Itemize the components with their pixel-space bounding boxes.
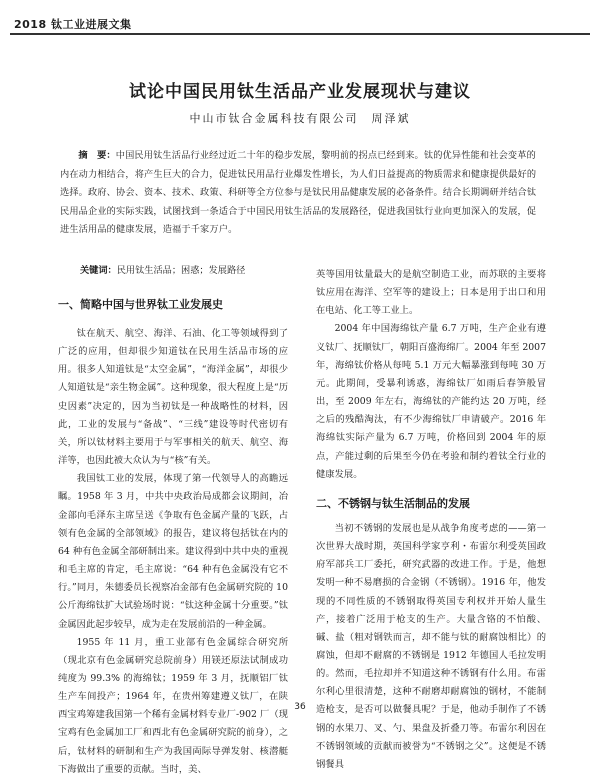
section-1-heading: 一、简略中国与世界钛工业发展史 <box>58 298 223 311</box>
author-line: 中山市钛合金属科技有限公司 周泽斌 <box>189 112 411 125</box>
header-rule <box>10 33 590 35</box>
keywords-label: 关键词： <box>80 265 117 276</box>
running-head: 2018 钛工业进展文集 <box>14 18 132 31</box>
right-paragraph-1-continued: 英等国用钛量最大的是航空制造工业，而苏联的主要将钛应用在海洋、空军等的建设上；日本是用于出口和用在电站、化工等工业上。 <box>316 269 546 317</box>
left-paragraph-1: 钛在航天、航空、海洋、石油、化工等领域得到了广泛的应用，但却很少知道钛在民用生活品市场的应用。很多人知道钛是“太空金属”，“海洋金属”，却很少人知道钛是“亲生物金属”。这种现象，很大程度上是“历史因素”决定的，因为当初钛是一种战略性的材料，因此，工业的发展与“备战”、“三线”建设等时代密切有关，所以钛材料主要用于与军事相关的航天、航空、海洋等，也因此被大众认为与“核”有关。 <box>58 328 288 467</box>
keywords <box>80 262 245 276</box>
keywords-text: 民用钛生活品；困惑；发展路径 <box>116 265 246 276</box>
section-2-heading: 二、不锈钢与钛生活制品的发展 <box>316 496 470 510</box>
right-paragraph-3: 当初不锈钢的发展也是从战争角度考虑的——第一次世界大战时期，英国科学家亨利・布雷尔利受英国政府军部兵工厂委托，研究武器的改进工作。于是，他想发明一种不易磨损的合金钢（不锈钢）。1916 年，他发现的不同性质的不锈钢取得英国专利权并开始人量生产，接着广泛用于枪支的生产。大量含铬的不怕酸、碱、盐（粗对钢铁而言，却不能与钛的耐腐蚀相比）的腐蚀，但却不耐腐的不锈钢是 1912 年德国人毛拉发明的。然而，毛拉却并不知道这种不锈钢有什么用。布雷尔利心里很清楚，这种不耐磨却耐腐蚀的钢材，不能制造枪支，是否可以做餐具呢？于是，他动手制作了不锈钢的水果刀、叉、勺、果盘及折叠刀等。布雷尔利因在不锈钢领域的贡献而被誉为“不锈钢之父”。这便是不锈钢餐具 <box>316 522 546 770</box>
page-number: 36 <box>294 702 306 712</box>
left-paragraph-2: 我国钛工业的发展，体现了第一代领导人的高瞻远瞩。1958 年 3 月，中共中央政治局成都会议期间，冶金部向毛泽东主席呈送《争取有色金属产量的飞跃，占领有色金属的全部领域》的报告，建议将包括钛在内的 64 种有色金属全部研制出来。建议得到中共中央的重视和毛主席的肯定，毛主席说：“64 种有色金属没有它不行。”同月，朱德委员长视察冶金部有色金属研究院的 10 公斤海绵钛扩大试验场时说：“钛这种金属十分重要。”钛金属因此起步较早，成为走在发展前沿的一种金属。 <box>58 473 288 630</box>
abstract-label: 摘 要： <box>78 150 116 161</box>
left-paragraph-3: 1955 年 11 月，重工业部有色金属综合研究所（现北京有色金属研究总院前身）用镁还原法试制成功纯度为 99.3% 的海绵钛；1959 年 3 月，抚顺铝厂钛生产车间投产；1964 年，在贵州筹建遵义钛厂，在陕西宝鸡筹建我国第一个稀有金属材料专业厂-902 厂（现宝鸡有色金属加工厂和西北有色金属研究院的前身），之后，钛材料的研制和生产为我国両际导弹发射、核潜艇下海做出了重要的贡献。当时，美、 <box>58 636 288 775</box>
abstract-text: 中国民用钛生活品行业经过近二十年的稳步发展，黎明前的拐点已经到来。钛的优异性能和社会变革的内在动力相结合，将产生巨大的合力，促进钛民用品行业爆发性增长，为人们日益提高的物质需求和健康提供最好的选择。政府、协会、资本、技术、政策、科研等全方位参与是钛民用品健康发展的必备条件。结合长期调研并结合钛民用品企业的实际实践，试图找到一条适合于中国民用钛生活品的发展路径，促进我国钛行业向更加深入的发展，促进生活用品的健康发展，造福于千家万户。 <box>60 150 537 236</box>
article-title: 试论中国民用钛生活品产业发展现状与建议 <box>129 82 471 102</box>
right-paragraph-2: 2004 年中国海绵钛产量 6.7 万吨，生产企业有遵义钛厂、抚顺钛厂，朝阳百盛海绵厂。2004 年至 2007 年，海绵钛价格从每吨 5.1 万元大幅暴涨到每吨 30 万元。此期间，受暴利诱惑，海绵钛厂如雨后春笋般冒出，至 2009 年左右，海绵钛的产能约达 20 万吨，经之后的残酷淘汰，有不少海绵钛厂申请破产。2016 年海绵钛实际产量为 6.7 万吨，价格回到 2004 年的原点，产能过剩的后果至今仍在考验和制约着钛全行业的健康发展。 <box>316 323 546 480</box>
abstract <box>60 147 544 240</box>
right-column <box>316 266 546 774</box>
